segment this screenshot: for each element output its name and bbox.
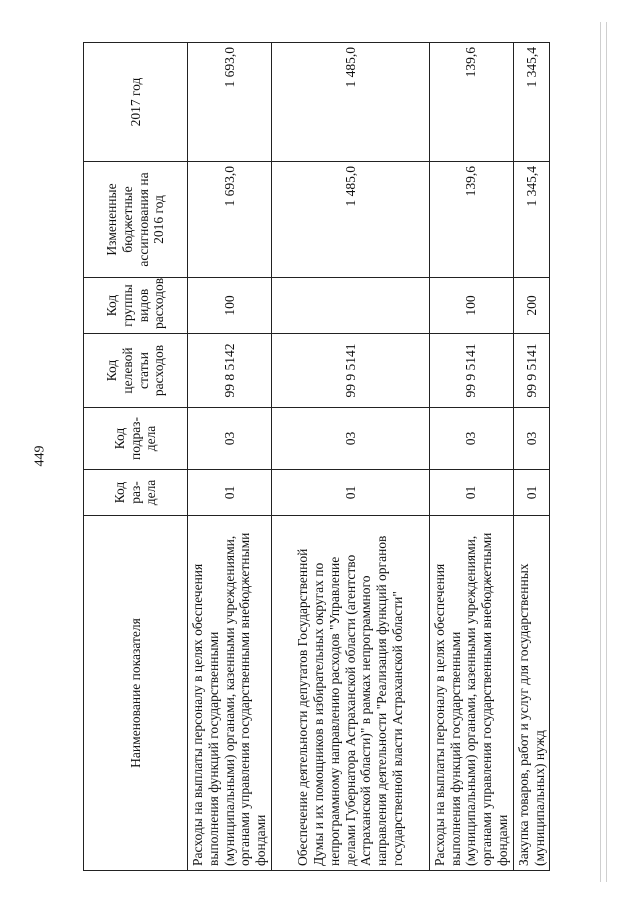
row-2017: 1 485,0 xyxy=(271,43,429,162)
header-razdel: Код раз-дела xyxy=(84,470,188,516)
row-name: Обеспечение деятельности депутатов Государственной Думы и их помощников в избирательных округах по непрограммному направлению расходов "Управление делами Губернатора Астраханской области (агентство Астраханской области)" в рамках непрограммного направления деятельности "Реализация функций органов государственной власти Астраханской области" xyxy=(271,516,429,871)
row-2017: 1 345,4 xyxy=(513,43,550,162)
page-number: 449 xyxy=(32,445,48,467)
rotated-table-container xyxy=(83,43,547,871)
header-csr: Код целевой статьи расходов xyxy=(84,334,188,408)
row-2017: 1 693,0 xyxy=(188,43,272,162)
table-row xyxy=(271,43,429,871)
row-csr: 99 8 5142 xyxy=(188,334,272,408)
header-2017: 2017 год xyxy=(84,43,188,162)
row-vr: 200 xyxy=(513,278,550,334)
scan-artifact-line xyxy=(606,22,607,882)
row-modified-2016: 1 693,0 xyxy=(188,162,272,278)
table-row xyxy=(188,43,272,871)
header-vr: Код группы видов расходов xyxy=(84,278,188,334)
row-csr: 99 9 5141 xyxy=(513,334,550,408)
header-modified-2016: Измененные бюджетные ассигнования на 2016 год xyxy=(84,162,188,278)
row-podrazdel: 03 xyxy=(429,408,513,470)
row-csr: 99 9 5141 xyxy=(271,334,429,408)
row-vr xyxy=(271,278,429,334)
row-razdel: 01 xyxy=(271,470,429,516)
header-name: Наименование показателя xyxy=(84,516,188,871)
budget-table xyxy=(83,42,550,871)
row-vr: 100 xyxy=(429,278,513,334)
row-name: Расходы на выплаты персоналу в целях обеспечения выполнения функций государственными (муниципальными) органами, казенными учреждениями, органами управления государственными внебюджетными фондами xyxy=(188,516,272,871)
row-modified-2016: 1 485,0 xyxy=(271,162,429,278)
row-2017: 139,6 xyxy=(429,43,513,162)
row-csr: 99 9 5141 xyxy=(429,334,513,408)
table-row xyxy=(429,43,513,871)
row-razdel: 01 xyxy=(429,470,513,516)
row-podrazdel: 03 xyxy=(188,408,272,470)
header-podrazdel: Код подраз-дела xyxy=(84,408,188,470)
table-row xyxy=(513,43,550,871)
row-razdel: 01 xyxy=(513,470,550,516)
table-header-row xyxy=(84,43,188,871)
row-modified-2016: 1 345,4 xyxy=(513,162,550,278)
row-name: Расходы на выплаты персоналу в целях обеспечения выполнения функций государственными (муниципальными) органами, казенными учреждениями, органами управления государственными внебюджетными фондами xyxy=(429,516,513,871)
row-podrazdel: 03 xyxy=(513,408,550,470)
row-podrazdel: 03 xyxy=(271,408,429,470)
row-razdel: 01 xyxy=(188,470,272,516)
scan-artifact-line xyxy=(600,22,601,882)
row-modified-2016: 139,6 xyxy=(429,162,513,278)
row-vr: 100 xyxy=(188,278,272,334)
row-name: Закупка товаров, работ и услуг для государственных (муниципальных) нужд xyxy=(513,516,550,871)
